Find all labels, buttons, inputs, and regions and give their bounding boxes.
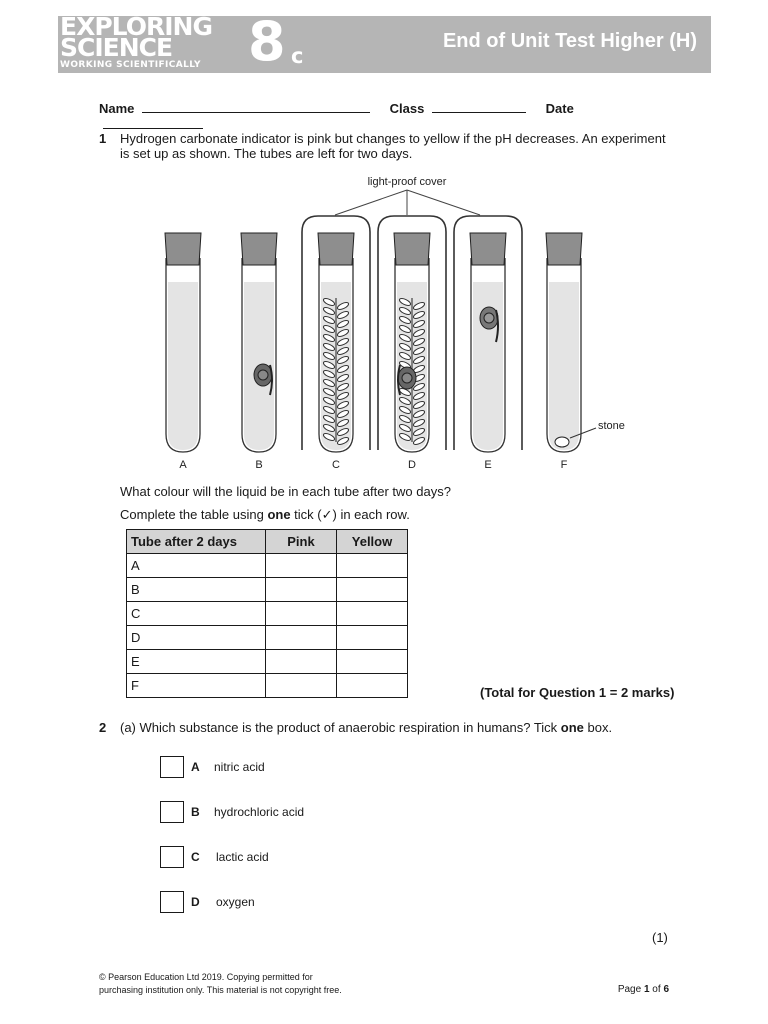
option-text: nitric acid: [214, 760, 265, 774]
tube-label: C: [332, 459, 340, 471]
copyright-notice: [99, 971, 342, 997]
table-header-pink: Pink: [266, 530, 337, 554]
prompt-2-bold: one: [267, 507, 291, 522]
prompt-2-part-2: tick (✓) in each row.: [290, 507, 410, 522]
table-cell-yellow[interactable]: [337, 578, 408, 602]
prompt-2-part-1: Complete the table using: [120, 507, 268, 522]
table-cell-pink[interactable]: [266, 554, 337, 578]
table-row: [127, 674, 408, 698]
class-field[interactable]: [432, 100, 526, 113]
table-cell-tube: C: [127, 602, 266, 626]
tube-label: E: [484, 459, 492, 471]
question-2-number: 2: [99, 720, 107, 735]
tick-box-c[interactable]: [160, 846, 184, 868]
copyright-line-1: © Pearson Education Ltd 2019. Copying permitted for: [99, 972, 313, 982]
date-label: Date: [545, 101, 574, 116]
header-banner: [58, 10, 711, 73]
question-1-prompt-1: What colour will the liquid be in each tube after two days?: [120, 484, 451, 499]
cover-pointer-lines: [335, 190, 480, 215]
question-2-text-part-2: box.: [583, 720, 613, 735]
table-header-tube: Tube after 2 days: [127, 530, 266, 554]
page-number: [618, 984, 669, 995]
tube-liquid: [168, 282, 198, 450]
tube-stopper: [241, 233, 277, 265]
table-cell-pink[interactable]: [266, 674, 337, 698]
stone-label: stone: [598, 420, 625, 432]
tube-label: F: [560, 459, 568, 471]
date-field[interactable]: [103, 116, 203, 129]
logo-line-2: SCIENCE: [60, 33, 173, 62]
tube-label: A: [179, 459, 187, 471]
tube-stopper: [546, 233, 582, 265]
logo-line-3: WORKING SCIENTIFICALLY: [60, 60, 201, 70]
name-field[interactable]: [142, 100, 370, 113]
question-2-text-bold: one: [560, 720, 584, 735]
table-cell-yellow[interactable]: [337, 602, 408, 626]
option-text: hydrochloric acid: [214, 805, 305, 819]
page-prefix: Page: [617, 984, 644, 995]
tube-stopper: [394, 233, 430, 265]
logo-line-1: EXPLORING: [60, 12, 212, 41]
test-tube: [241, 233, 277, 452]
table-cell-yellow[interactable]: [337, 650, 408, 674]
page-middle: of: [649, 984, 664, 995]
question-2-marks: (1): [652, 930, 668, 945]
option-letter: D: [191, 895, 200, 909]
table-cell-yellow[interactable]: [337, 674, 408, 698]
option-letter: B: [191, 805, 200, 819]
option-text: lactic acid: [216, 850, 269, 864]
results-table: [126, 529, 408, 698]
tube-stopper: [318, 233, 354, 265]
page-title: End of Unit Test Higher (H): [442, 30, 697, 52]
table-cell-tube: E: [127, 650, 266, 674]
tick-box-b[interactable]: [160, 801, 184, 823]
student-fields: [99, 100, 679, 132]
test-tube-diagram: [150, 170, 650, 475]
table-cell-tube: B: [127, 578, 266, 602]
table-row: [127, 578, 408, 602]
question-2-text: [120, 720, 612, 735]
table-header-yellow: Yellow: [337, 530, 408, 554]
table-header-row: [127, 530, 408, 554]
table-cell-tube: F: [127, 674, 266, 698]
table-cell-yellow[interactable]: [337, 554, 408, 578]
option-letter: A: [191, 760, 200, 774]
page-total: 6: [663, 984, 669, 995]
table-cell-tube: A: [127, 554, 266, 578]
table-cell-pink[interactable]: [266, 650, 337, 674]
tube-liquid: [549, 282, 579, 450]
table-row: [127, 626, 408, 650]
question-1-text: [120, 131, 666, 161]
tube-stopper: [470, 233, 506, 265]
option-text: oxygen: [216, 895, 255, 909]
tick-box-d[interactable]: [160, 891, 184, 913]
stone: [555, 437, 569, 447]
question-1-total: (Total for Question 1 = 2 marks): [480, 685, 675, 700]
cover-label: light-proof cover: [367, 176, 447, 188]
table-cell-pink[interactable]: [266, 626, 337, 650]
name-label: Name: [99, 101, 135, 116]
copyright-line-2: purchasing institution only. This material is not copyright free.: [99, 985, 342, 995]
tube-label: D: [408, 459, 416, 471]
question-1-line-1: Hydrogen carbonate indicator is pink but changes to yellow if the pH decreases. An experiment: [120, 131, 666, 146]
table-row: [127, 554, 408, 578]
question-1-line-2: is set up as shown. The tubes are left for two days.: [120, 146, 413, 161]
table-row: [127, 650, 408, 674]
table-cell-tube: D: [127, 626, 266, 650]
table-cell-pink[interactable]: [266, 602, 337, 626]
page-current: 1: [643, 984, 650, 995]
logo-letter: c: [291, 44, 304, 68]
table-cell-pink[interactable]: [266, 578, 337, 602]
question-2-text-part-1: (a) Which substance is the product of anaerobic respiration in humans? Tick: [120, 720, 561, 735]
option-letter: C: [191, 850, 200, 864]
test-tube: [470, 233, 506, 452]
class-label: Class: [389, 101, 425, 116]
table-cell-yellow[interactable]: [337, 626, 408, 650]
test-tube: [546, 233, 582, 452]
tube-label: B: [255, 459, 263, 471]
question-1-number: 1: [99, 131, 107, 146]
table-row: [127, 602, 408, 626]
question-1-prompt-2: [120, 507, 410, 523]
logo-number: 8: [248, 10, 286, 73]
tick-box-a[interactable]: [160, 756, 184, 778]
tube-stopper: [165, 233, 201, 265]
test-tube: [165, 233, 201, 452]
